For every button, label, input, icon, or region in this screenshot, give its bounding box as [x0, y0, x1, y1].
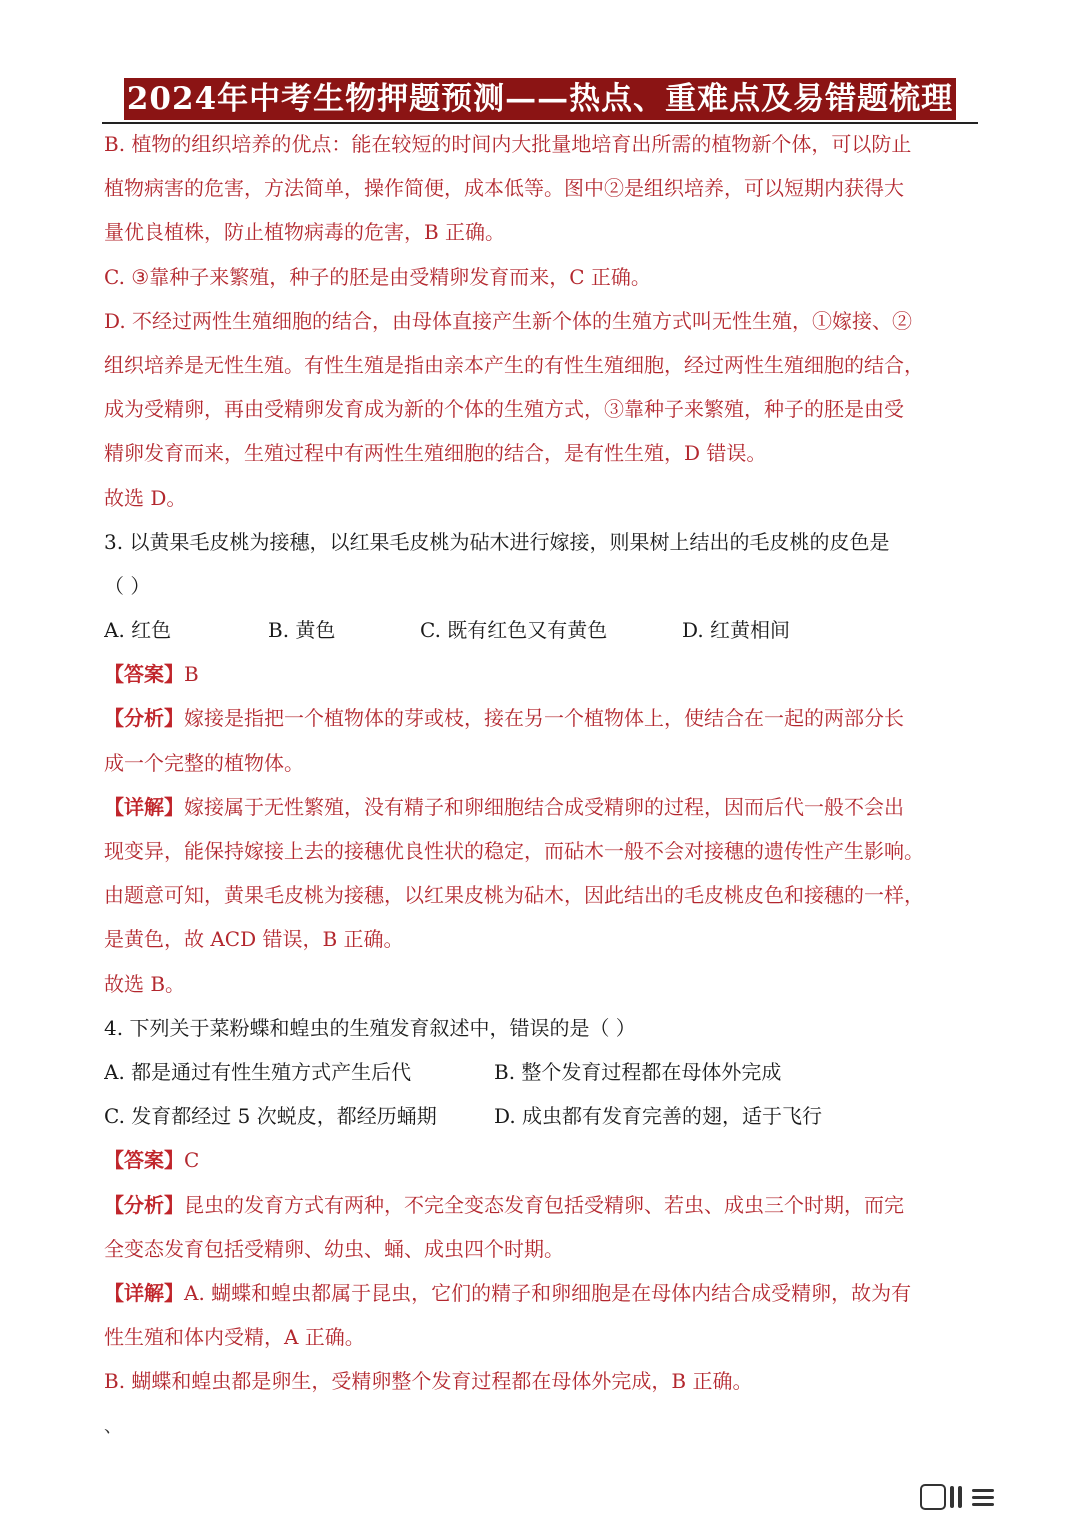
text-segment: 性生殖和体内受精，A 正确。 — [104, 1325, 365, 1350]
text-line — [104, 1006, 976, 1050]
text-line — [104, 1227, 976, 1271]
text-segment: C. ③靠种子来繁殖，种子的胚是由受精卵发育而来，C 正确。 — [104, 264, 651, 289]
option-label: C. 既有红色又有黄色 — [420, 618, 608, 643]
text-line — [104, 431, 976, 475]
options-row — [104, 608, 976, 652]
text-segment: 量优良植株，防止植物病毒的危害，B 正确。 — [104, 220, 506, 245]
text-segment: B — [184, 662, 199, 687]
text-segment: B. 蝴蝶和蝗虫都是卵生，受精卵整个发育过程都在母体外完成，B 正确。 — [104, 1369, 753, 1394]
stray-mark: 、 — [104, 1416, 122, 1437]
option-label: B. 整个发育过程都在母体外完成 — [494, 1059, 782, 1084]
text-line — [104, 873, 976, 917]
text-line — [104, 476, 976, 520]
text-line — [104, 122, 976, 166]
text-segment: 现变异，能保持嫁接上去的接穗优良性状的稳定，而砧木一般不会对接穗的遗传性产生影响。 — [104, 839, 924, 863]
text-segment: 昆虫的发育方式有两种，不完全变态发育包括受精卵、若虫、成虫三个时期，而完 — [184, 1192, 904, 1217]
option-label: D. 成虫都有发育完善的翅，适于飞行 — [494, 1104, 823, 1129]
text-segment: 精卵发育而来，生殖过程中有两性生殖细胞的结合，是有性生殖，D 错误。 — [104, 441, 767, 466]
section-tag: 【答案】 — [104, 662, 184, 687]
text-line — [104, 166, 976, 210]
text-segment: B. 植物的组织培养的优点：能在较短的时间内大批量地培育出所需的植物新个体，可以防止 — [104, 132, 912, 156]
text-line — [104, 255, 976, 299]
text-segment: 全变态发育包括受精卵、幼虫、蛹、成虫四个时期。 — [104, 1236, 564, 1261]
option-label: D. 红黄相间 — [682, 618, 791, 643]
text-line — [104, 210, 976, 254]
reader-controls[interactable] — [920, 1480, 1060, 1514]
text-segment: 由题意可知，黄果毛皮桃为接穗，以红果皮桃为砧木，因此结出的毛皮桃皮色和接穗的一样， — [104, 883, 924, 908]
text-line — [104, 1271, 976, 1315]
text-segment: C — [184, 1148, 200, 1173]
text-line — [104, 520, 976, 564]
text-segment: 故选 D。 — [104, 485, 187, 510]
text-segment: 组织培养是无性生殖。有性生殖是指由亲本产生的有性生殖细胞，经过两性生殖细胞的结合， — [104, 352, 924, 377]
text-line — [104, 917, 976, 961]
text-segment: A. 蝴蝶和蝗虫都属于昆虫，它们的精子和卵细胞是在母体内结合成受精卵，故为有 — [184, 1280, 912, 1305]
text-segment: （ ） — [104, 573, 151, 598]
section-tag: 【分析】 — [104, 1192, 184, 1217]
section-tag: 【详解】 — [104, 1280, 184, 1305]
text-line — [104, 1138, 976, 1182]
text-line — [104, 387, 976, 431]
text-segment: 故选 B。 — [104, 971, 186, 996]
option-label: C. 发育都经过 5 次蜕皮，都经历蛹期 — [104, 1104, 437, 1129]
text-line — [104, 785, 976, 829]
text-line — [104, 829, 976, 873]
page-title: 2024年中考生物押题预测——热点、重难点及易错题梳理 — [126, 81, 954, 117]
fullscreen-icon[interactable] — [920, 1484, 946, 1510]
section-tag: 【分析】 — [104, 706, 184, 731]
text-segment: 成一个完整的植物体。 — [104, 750, 304, 775]
option-label: B. 黄色 — [268, 618, 336, 643]
section-tag: 【详解】 — [104, 794, 184, 819]
text-line — [104, 564, 976, 608]
text-line — [104, 962, 976, 1006]
text-line — [104, 696, 976, 740]
text-line — [104, 1183, 976, 1227]
text-segment: 成为受精卵，再由受精卵发育成为新的个体的生殖方式，③靠种子来繁殖，种子的胚是由受 — [104, 397, 904, 422]
text-line — [104, 299, 976, 343]
document-body — [104, 122, 976, 1403]
section-tag: 【答案】 — [104, 1148, 184, 1173]
text-line — [104, 652, 976, 696]
option-label: A. 红色 — [104, 618, 172, 643]
text-line — [104, 1315, 976, 1359]
text-segment: 嫁接是指把一个植物体的芽或枝，接在另一个植物体上，使结合在一起的两部分长 — [184, 706, 904, 731]
text-segment: 4. 下列关于菜粉蝶和蝗虫的生殖发育叙述中，错误的是（ ） — [104, 1015, 636, 1040]
options-row — [104, 1094, 976, 1138]
option-label: A. 都是通过有性生殖方式产生后代 — [104, 1059, 412, 1084]
text-segment: D. 不经过两性生殖细胞的结合，由母体直接产生新个体的生殖方式叫无性生殖，①嫁接、② — [104, 308, 913, 333]
text-segment: 3. 以黄果毛皮桃为接穗，以红果毛皮桃为砧木进行嫁接，则果树上结出的毛皮桃的皮色是 — [104, 529, 890, 554]
text-segment: 植物病害的危害，方法简单，操作简便，成本低等。图中②是组织培养，可以短期内获得大 — [104, 176, 904, 201]
text-segment: 是黄色，故 ACD 错误，B 正确。 — [104, 927, 404, 952]
options-row — [104, 1050, 976, 1094]
text-line — [104, 741, 976, 785]
text-segment: 嫁接属于无性繁殖，没有精子和卵细胞结合成受精卵的过程，因而后代一般不会出 — [184, 794, 904, 819]
text-line — [104, 1359, 976, 1403]
divider-icon — [958, 1486, 962, 1508]
divider-icon — [950, 1486, 954, 1508]
menu-icon[interactable] — [972, 1489, 994, 1506]
text-line — [104, 343, 976, 387]
